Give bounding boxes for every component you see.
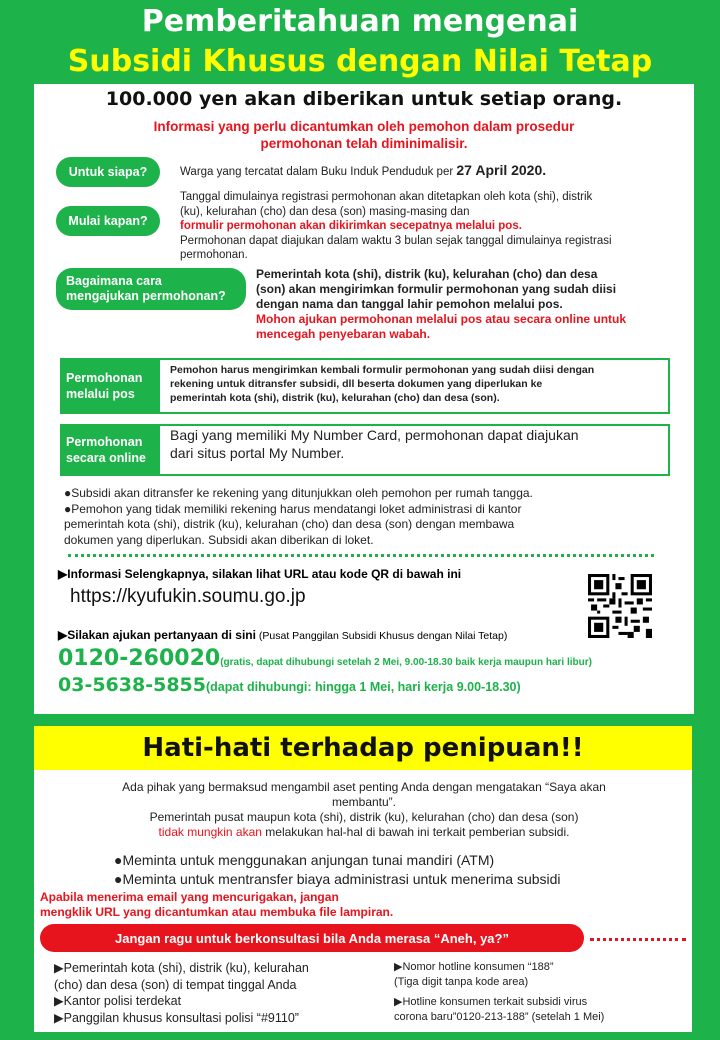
bullets (64, 486, 674, 548)
post-line2: rekening untuk ditransfer subsidi, dll beserta dokumen yang diperlukan ke (170, 378, 543, 390)
online-text (170, 426, 666, 462)
notice-line2: permohonan telah diminimalisir. (260, 136, 468, 151)
fraud-p3: Pemerintah pusat maupun kota (shi), distrik (ku), kelurahan (cho) dan desa (son) (149, 810, 579, 824)
how-label-line1: Bagaimana cara (66, 274, 162, 288)
post-line3: pemerintah kota (shi), distrik (ku), kelurahan (cho) dan desa (son). (170, 392, 500, 404)
online-line1: Bagi yang memiliki My Number Card, permohonan dapat diajukan (170, 427, 579, 443)
who-date: 27 April 2020. (456, 162, 547, 178)
notice (94, 118, 634, 152)
headline: 100.000 yen akan diberikan untuk setiap orang. (105, 88, 623, 110)
online-label-line2: secara online (66, 451, 146, 465)
who-label: Untuk siapa? (56, 157, 160, 187)
more-info: ▶Informasi Selengkapnya, silakan lihat URL atau kode QR di bawah ini (58, 567, 462, 581)
online-line2: dari situs portal My Number. (170, 445, 345, 461)
fraud-p4 (54, 825, 674, 840)
how-line2: (son) akan mengirimkan formulir permohonan yang sudah diisi (256, 282, 617, 296)
fraud-p2: membantu”. (331, 795, 397, 809)
url-link[interactable]: https://kyufukin.soumu.go.jp (70, 586, 306, 607)
online-label (60, 424, 160, 476)
bullet-2: ●Pemohon yang tidak memiliki rekening harus mendatangi loket administrasi di kantor (64, 501, 522, 516)
how-line1: Pemerintah kota (shi), distrik (ku), kelurahan (cho) dan desa (256, 267, 598, 281)
ask-label: ▶Silakan ajukan pertanyaan di sini (58, 628, 256, 642)
how-label (56, 268, 246, 310)
consult-consumer-hotline-note: (Tiga digit tanpa kode area) (394, 976, 529, 988)
fraud-item-1: ●Meminta untuk menggunakan anjungan tunai mandiri (ATM) (114, 852, 495, 868)
fraud-warn-2: mengklik URL yang dicantumkan atau membuka file lampiran. (40, 904, 394, 919)
phone2-line (58, 674, 521, 696)
how-label-line2: mengajukan permohonan? (66, 289, 226, 303)
fraud-p4-text: melakukan hal-hal di bawah ini terkait pemberian subsidi. (261, 825, 570, 839)
consult-corona-hotline-note: corona baru”0120-213-188” (setelah 1 Mei) (394, 1011, 605, 1023)
bullet-2-cont2: dokumen yang diperlukan. Subsidi akan diberikan di loket. (64, 532, 374, 547)
post-label (60, 358, 160, 414)
phone1-line (58, 646, 592, 671)
consult-dots (590, 938, 686, 941)
post-label-line1: Permohonan (66, 371, 143, 385)
ask-note: (Pusat Panggilan Subsidi Khusus dengan Nilai Tetap) (255, 630, 508, 642)
fraud-warn-1: Apabila menerima email yang mencurigakan, jangan (40, 890, 339, 904)
consult-local-gov-cont: (cho) dan desa (son) di tempat tinggal Anda (54, 977, 297, 992)
consult-list-right (394, 960, 690, 1025)
title-line2: Subsidi Khusus dengan Nilai Tetap (67, 44, 653, 79)
when-label: Mulai kapan? (56, 206, 160, 236)
fraud-intro (54, 780, 674, 840)
phone2-note: (dapat dihubungi: hingga 1 Mei, hari kerja 9.00-18.30) (205, 680, 521, 694)
phone2-number[interactable]: 03-5638-5855 (58, 674, 206, 696)
bullet-1: ●Subsidi akan ditransfer ke rekening yang ditunjukkan oleh pemohon per rumah tangga. (64, 486, 533, 500)
fraud-warning (40, 890, 680, 919)
how-red2: mencegah penyebaran wabah. (256, 327, 431, 341)
ask-line (58, 628, 507, 642)
how-line3: dengan nama dan tanggal lahir pemohon melalui pos. (256, 297, 563, 311)
bullet-2-cont: pemerintah kota (shi), distrik (ku), kelurahan (cho) dan desa (son) dengan membawa (64, 517, 515, 531)
info-panel (34, 84, 694, 714)
consult-corona-hotline: ▶Hotline konsumen terkait subsidi virus (394, 996, 588, 1008)
who-text (180, 163, 680, 180)
consult-police-hotline: ▶Panggilan khusus konsultasi polisi “#9110” (54, 1010, 299, 1025)
when-line5: permohonan. (180, 249, 248, 261)
when-line4: Permohonan dapat diajukan dalam waktu 3 bulan sejak tanggal dimulainya registrasi (180, 234, 612, 247)
consult-police: ▶Kantor polisi terdekat (54, 994, 182, 1008)
fraud-title: Hati-hati terhadap penipuan!! (34, 726, 692, 770)
who-text-body: Warga yang tercatat dalam Buku Induk Penduduk per (180, 166, 457, 178)
notice-line1: Informasi yang perlu dicantumkan oleh pemohon dalam prosedur (153, 119, 575, 134)
when-line3: formulir permohonan akan dikirimkan secepatnya melalui pos. (180, 220, 522, 232)
consult-local-gov: ▶Pemerintah kota (shi), distrik (ku), kelurahan (54, 961, 309, 975)
when-line1: Tanggal dimulainya registrasi permohonan akan ditetapkan oleh kota (shi), distrik (180, 191, 593, 203)
consult-list-left (54, 960, 384, 1026)
post-text (170, 363, 666, 405)
phone1-number[interactable]: 0120-260020 (58, 646, 221, 671)
consult-banner: Jangan ragu untuk berkonsultasi bila Anda merasa “Aneh, ya?” (40, 924, 584, 952)
online-label-line1: Permohonan (66, 435, 143, 449)
how-red1: Mohon ajukan permohonan melalui pos atau secara online untuk (256, 312, 627, 326)
fraud-items (114, 851, 684, 889)
post-label-line2: melalui pos (66, 387, 135, 401)
fraud-item-2: ●Meminta untuk mentransfer biaya administrasi untuk menerima subsidi (114, 871, 561, 887)
divider-dotted (68, 554, 654, 557)
fraud-p4-red: tidak mungkin akan (158, 825, 262, 839)
post-line1: Pemohon harus mengirimkan kembali formulir permohonan yang sudah diisi dengan (170, 364, 595, 376)
phone1-note: (gratis, dapat dihubungi setelah 2 Mei, 9.00-18.30 baik kerja maupun hari libur) (220, 657, 592, 668)
when-line2: (ku), kelurahan (cho) dan desa (son) masing-masing dan (180, 205, 470, 218)
fraud-panel (34, 770, 692, 1032)
consult-consumer-hotline: ▶Nomor hotline konsumen “188” (394, 961, 554, 973)
fraud-p1: Ada pihak yang bermaksud mengambil aset penting Anda dengan mengatakan “Saya akan (122, 780, 606, 794)
title-line1: Pemberitahuan mengenai (141, 4, 579, 39)
when-text (180, 190, 690, 263)
how-text (256, 267, 686, 342)
qr-code-icon[interactable] (588, 574, 652, 638)
